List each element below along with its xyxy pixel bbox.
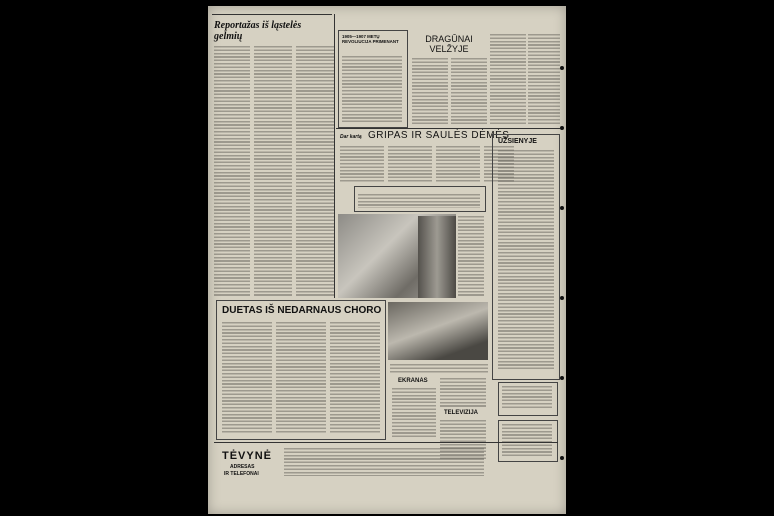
headline-dragunai: DRAGŪNAI VELŽYJE — [425, 34, 473, 54]
article-text — [358, 194, 480, 208]
notice-text — [502, 386, 552, 410]
article-text — [296, 46, 334, 296]
article-text — [451, 58, 487, 126]
headline-ekranas: EKRANAS — [398, 378, 428, 384]
article-text — [528, 34, 560, 126]
article-text — [330, 322, 380, 434]
masthead-address: ADRESAS — [230, 464, 255, 470]
program-listing — [392, 388, 436, 438]
gripas-kicker: Dar kartą — [340, 134, 362, 140]
article-text — [490, 34, 526, 126]
article-text — [342, 56, 402, 122]
headline-televizija: TELEVIZIJA — [444, 410, 479, 416]
headline-duetas: DUETAS IŠ NEDARNAUS CHORO — [222, 305, 382, 316]
photo-caption — [458, 216, 484, 296]
article-text — [340, 146, 384, 182]
newspaper-page — [208, 6, 566, 514]
article-text — [498, 150, 554, 370]
masthead-phones: IR TELEFONAI — [224, 471, 259, 477]
article-text — [222, 322, 272, 434]
workers-photo — [388, 302, 488, 360]
article-text — [412, 58, 448, 126]
headline-revoliucija: 1905—1907 METŲ REVOLIUCIJA PRIMENANT — [342, 34, 399, 44]
footer-text — [284, 448, 484, 476]
notice-text — [502, 424, 552, 456]
article-text — [214, 46, 250, 296]
program-listing — [440, 378, 486, 408]
article-text — [276, 322, 326, 434]
masthead-name: TĖVYNĖ — [222, 450, 273, 462]
headline-reportazas: Reportažas iš ląstelės gelmių — [214, 20, 302, 42]
headline-gripas: GRIPAS IR SAULĖS DĖMĖS — [368, 130, 510, 141]
crane-photo — [418, 216, 456, 298]
headline-uzsienyje: UŽSIENYJE — [498, 138, 537, 145]
article-text — [254, 46, 292, 296]
article-text — [436, 146, 480, 182]
photo-caption — [390, 364, 488, 374]
article-text — [388, 146, 432, 182]
